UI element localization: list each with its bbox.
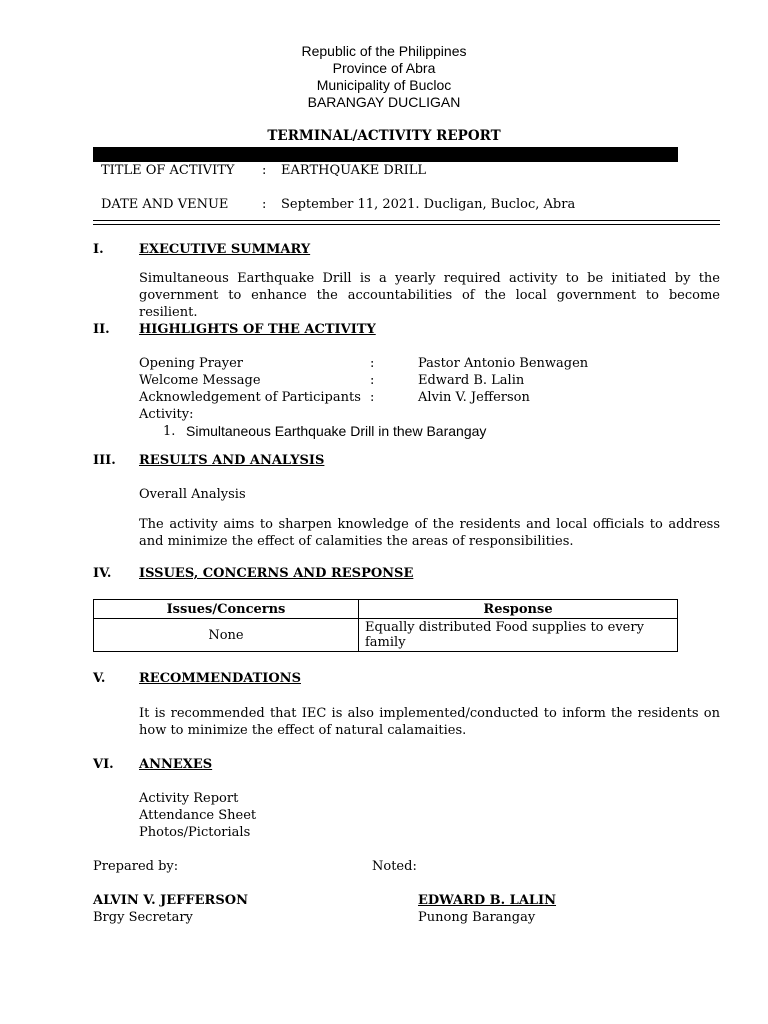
date-venue-label: DATE AND VENUE [101,197,229,212]
section-5-title: RECOMMENDATIONS [139,671,301,686]
section-6-title: ANNEXES [139,757,213,772]
highlight-label: Acknowledgement of Participants [139,390,361,405]
title-of-activity-label: TITLE OF ACTIVITY [101,163,235,178]
section-2-number: II. [93,322,110,337]
noted-by-title: Punong Barangay [418,910,536,925]
highlight-label: Opening Prayer [139,356,243,371]
recommendations-text: It is recommended that IEC is also implemented/conducted to inform the residents on how to minimize the effect of natural calamaities. [139,706,720,738]
prepared-by-name: ALVIN V. JEFFERSON [93,893,248,908]
noted-label: Noted: [372,859,417,874]
annex-item: Attendance Sheet [139,808,257,823]
table-header-response: Response [359,600,678,619]
noted-by-name: EDWARD B. LALIN [418,893,557,908]
activity-item-number: 1. [163,424,176,439]
overall-analysis-subhead: Overall Analysis [139,487,246,502]
table-cell-issue: None [94,619,359,652]
title-bar [93,147,678,162]
section-3-number: III. [93,453,116,468]
section-1-number: I. [93,242,104,257]
info-divider [93,220,720,225]
date-colon: : [262,197,267,212]
title-of-activity-value: EARTHQUAKE DRILL [281,163,426,178]
header-republic: Republic of the Philippines [301,43,467,59]
highlight-label: Welcome Message [139,373,261,388]
highlight-value: Pastor Antonio Benwagen [418,356,589,371]
highlight-value: Edward B. Lalin [418,373,525,388]
table-cell-response: Equally distributed Food supplies to every family [359,619,678,652]
highlight-value: Alvin V. Jefferson [418,390,530,405]
annex-item: Activity Report [139,791,239,806]
section-4-title: ISSUES, CONCERNS AND RESPONSE [139,566,414,581]
section-2-title: HIGHLIGHTS OF THE ACTIVITY [139,322,376,337]
highlight-colon: : [370,356,375,371]
table-row [94,619,678,652]
date-venue-value: September 11, 2021. Ducligan, Bucloc, Abra [281,197,576,212]
header-municipality: Municipality of Bucloc [316,77,452,93]
table-header-row [94,600,678,619]
results-analysis-text: The activity aims to sharpen knowledge of the residents and local officials to address and minimize the effect of calamities the areas of responsibilities. [139,517,720,549]
header-province: Province of Abra [332,60,436,76]
section-1-title: EXECUTIVE SUMMARY [139,242,311,257]
activity-item: Simultaneous Earthquake Drill in thew Barangay [186,423,487,439]
title-colon: : [262,163,267,178]
report-title: TERMINAL/ACTIVITY REPORT [267,128,501,144]
executive-summary-text: Simultaneous Earthquake Drill is a yearly required activity to be initiated by the government to enhance the accountabilities of the local government to become resilient. [139,271,720,320]
prepared-by-title: Brgy Secretary [93,910,193,925]
section-4-number: IV. [93,566,112,581]
header-barangay: BARANGAY DUCLIGAN [307,94,461,110]
prepared-by-label: Prepared by: [93,859,179,874]
highlight-colon: : [370,390,375,405]
annex-item: Photos/Pictorials [139,825,251,840]
section-6-number: VI. [93,757,114,772]
issues-table [93,599,678,652]
highlight-colon: : [370,373,375,388]
section-3-title: RESULTS AND ANALYSIS [139,453,325,468]
activity-label: Activity: [139,407,194,422]
section-5-number: V. [93,671,106,686]
table-header-issues: Issues/Concerns [94,600,359,619]
